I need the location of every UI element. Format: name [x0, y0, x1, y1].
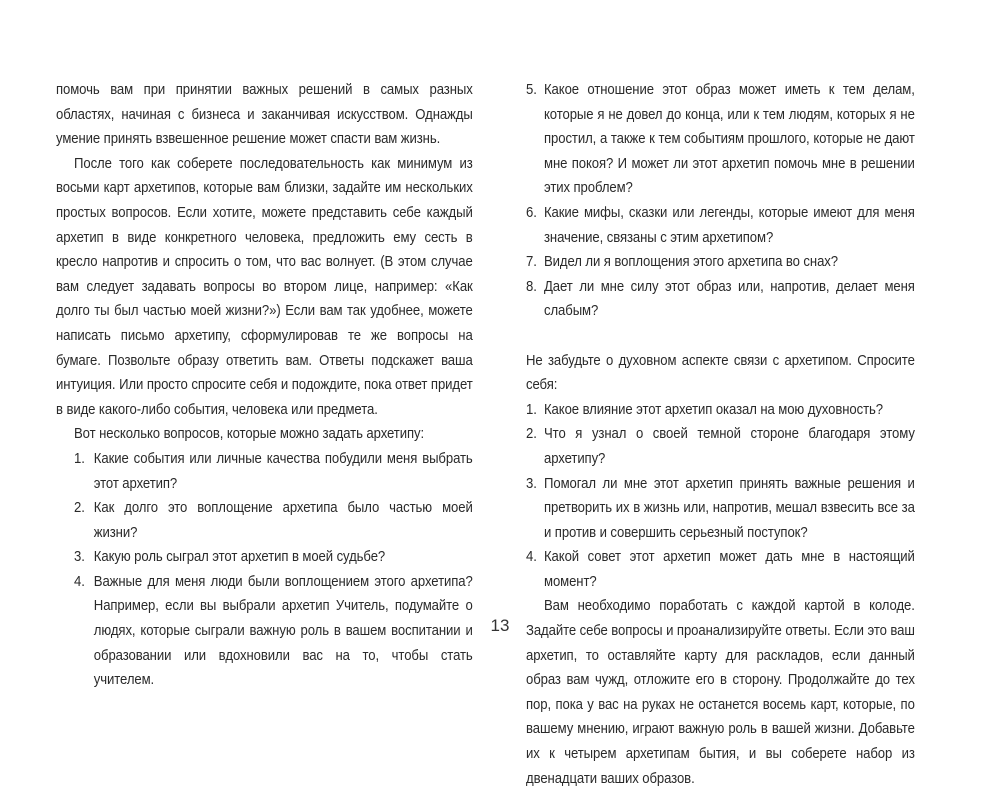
list-item-text: Какое отношение этот образ может иметь к тем делам, которые я не довел до конца, или к тем людям, которых я не простил, а также к тем событиям прошлого, которые не дают мне покоя? И может ли этот архетип помочь мне в решении этих проблем? [544, 82, 915, 197]
list-item-text: Какие мифы, сказки или легенды, которые имеют для меня значение, связаны с этим архетипом? [544, 204, 915, 246]
paragraph: Вот несколько вопросов, которые можно задать архетипу: [74, 426, 425, 443]
paragraph: помочь вам при принятии важных решений в самых разных областях, начиная с бизнеса и заканчивая искусством. Однажды умение принять взвешенное решение может спасти вам жизнь. [56, 82, 473, 148]
question-list [526, 78, 915, 324]
left-column [56, 78, 473, 693]
list-item [56, 496, 473, 545]
list-item-number: 6. [526, 204, 537, 221]
list-item-number: 1. [526, 401, 537, 418]
list-item [56, 447, 473, 496]
list-item-text: Важные для меня люди были воплощением этого архетипа? Например, если вы выбрали архетип Учитель, подумайте о людях, которые сыграли важную роль в вашем воспитании и образовании или вдохновили вас на то, чтобы стать учителем. [93, 573, 473, 689]
list-item-text: Какое влияние этот архетип оказал на мою духовность? [544, 401, 883, 418]
paragraph: Не забудьте о духовном аспекте связи с архетипом. Спросите себя: [526, 352, 915, 394]
list-item [526, 422, 915, 471]
list-item-number: 4. [74, 573, 85, 590]
list-item [526, 78, 915, 201]
list-item [526, 472, 915, 546]
list-item [526, 250, 915, 275]
list-item-text: Что я узнал о своей темной стороне благодаря этому архетипу? [544, 426, 915, 467]
list-item-text: Дает ли мне силу этот образ или, напротив, делает меня слабым? [544, 278, 915, 320]
list-item [526, 545, 915, 594]
list-item-number: 4. [526, 549, 537, 566]
list-item-number: 2. [526, 426, 537, 443]
list-item-text: Какой совет этот архетип может дать мне в настоящий момент? [544, 549, 915, 590]
question-list [56, 447, 473, 693]
right-column [526, 78, 915, 791]
list-item-number: 3. [526, 475, 537, 492]
list-item [526, 275, 915, 324]
list-item [526, 398, 915, 423]
list-item-number: 2. [74, 500, 85, 517]
spiritual-question-list [526, 398, 915, 595]
list-item-number: 3. [74, 549, 85, 566]
list-item-number: 5. [526, 82, 537, 98]
list-item-number: 7. [526, 254, 537, 271]
list-item-text: Видел ли я воплощения этого архетипа во снах? [544, 254, 838, 271]
list-item-text: Какую роль сыграл этот архетип в моей судьбе? [93, 549, 386, 566]
list-item-text: Помогал ли мне этот архетип принять важные решения и претворить их в жизнь или, напротив, мешал взвесить все за и против и совершить серьезный поступок? [544, 475, 915, 541]
paragraph: Вам необходимо поработать с каждой картой в колоде. Задайте себе вопросы и проанализируйте ответы. Если это ваш архетип, то оставляйте карту для раскладов, если данный образ вам чужд, отложите его в сторону. Продолжайте до тех пор, пока у вас на руках не останется восемь карт, которые, по вашему мнению, играют важную роль в вашей жизни. Добавьте их к четырем архетипам бытия, и вы соберете набор из двенадцати ваших образов. [526, 598, 915, 787]
list-item [526, 201, 915, 250]
page-number: 13 [490, 616, 510, 635]
list-item-number: 1. [74, 450, 85, 467]
list-item-text: Как долго это воплощение архетипа было частью моей жизни? [93, 500, 473, 541]
paragraph: После того как соберете последовательность как минимум из восьми карт архетипов, которые вам близки, задайте им нескольких простых вопросов. Если хотите, можете представить себе каждый архетип в виде конкретного человека, предложить ему сесть в кресло напротив и спросить о том, что вас волнует. (В этом случае вам следует задавать вопросы во втором лице, например: «Как долго ты был частью моей жизни?») Если вам так удобнее, можете написать письмо архетипу, сформулировав те же вопросы на бумаге. Позвольте образу ответить вам. Ответы подскажет ваша интуиция. Или просто спросите себя и подождите, пока ответ придет в виде какого-либо события, человека или предмета. [56, 155, 473, 418]
list-item-text: Какие события или личные качества побудили меня выбрать этот архетип? [93, 450, 473, 492]
list-item [56, 545, 473, 570]
list-item-number: 8. [526, 278, 537, 295]
